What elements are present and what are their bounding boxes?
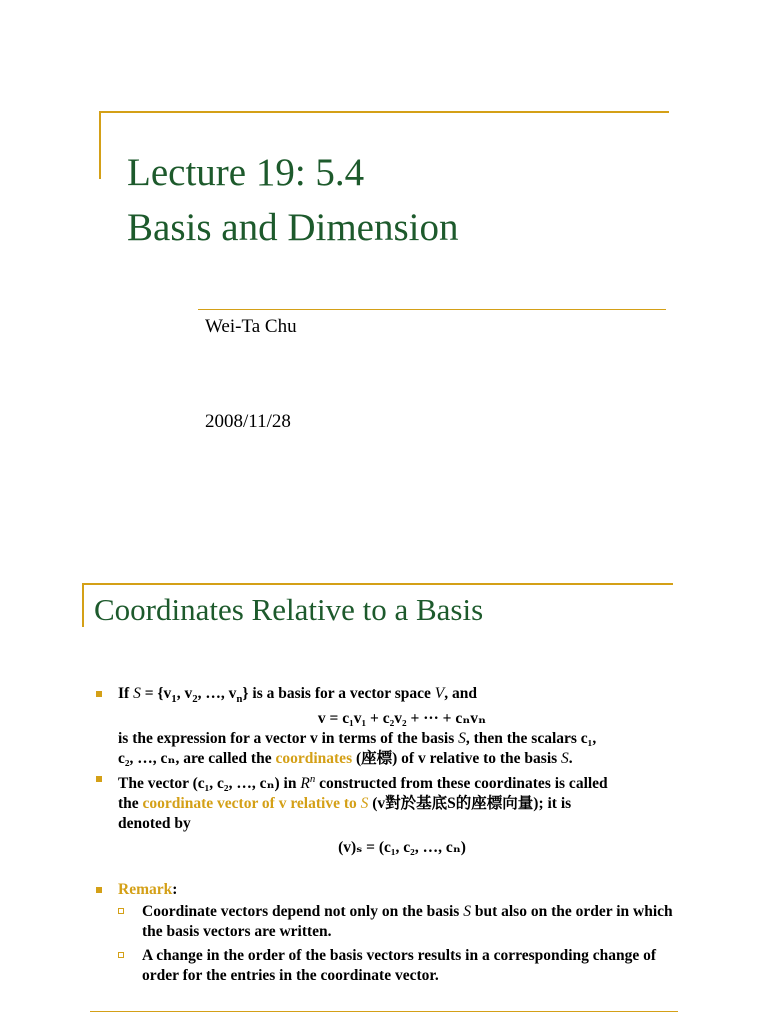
bottom-rule	[90, 1011, 678, 1012]
title-line-2: Basis and Dimension	[127, 206, 459, 249]
slide-title: Coordinates Relative to a Basis	[94, 592, 484, 627]
lecture-title	[127, 145, 458, 255]
square-bullet-icon	[96, 691, 102, 697]
hollow-square-bullet-icon	[118, 952, 124, 958]
bullet-1-line-4: c₂, …, cₙ, are called the coordinates (座標) of v relative to the basis S.	[118, 750, 573, 768]
left-bracket	[82, 583, 84, 627]
list-item: A change in the order of the basis vectors results in a corresponding change of order for the entries in the coordinate vector.	[118, 946, 686, 986]
square-bullet-icon	[96, 887, 102, 893]
author: Wei-Ta Chu	[205, 316, 297, 337]
bullet-2-line-1: The vector (c₁, c₂, …, cₙ) in $R^n$ constructed from these coordinates is called	[118, 773, 608, 793]
bullet-2-line-2: the coordinate vector of v relative to S (v對於基底S的座標向量); it is	[118, 795, 572, 813]
remark-heading: Remark:	[118, 881, 178, 899]
bullet-2-line-3: denoted by	[118, 815, 191, 833]
remark-label: Remark	[118, 881, 173, 899]
left-bracket	[99, 111, 101, 179]
bullet-1-line-1: If $S = \{v_1$, $v_2$, …, $v_n$} is a basis for a vector space V, and	[118, 685, 478, 706]
subtitle-rule	[198, 309, 666, 310]
list-item	[96, 880, 686, 986]
bullet-1-line-3: is the expression for a vector v in terms of the basis S, then the scalars c₁,	[118, 730, 597, 748]
date: 2008/11/28	[205, 411, 291, 432]
list-item	[96, 684, 686, 769]
hollow-square-bullet-icon	[118, 908, 124, 914]
equation-expansion: v = c₁v₁ + c₂v₂ + ··· + cₙvₙ	[317, 710, 487, 728]
top-rule	[82, 583, 673, 585]
coordinate-vector-term: coordinate vector of v relative to	[142, 795, 361, 813]
title-line-1: Lecture 19: 5.4	[127, 151, 365, 194]
list-item: Coordinate vectors depend not only on the basis S but also on the order in which the basis vectors are written.	[118, 902, 686, 942]
coordinates-term: coordinates	[275, 750, 353, 768]
square-bullet-icon	[96, 776, 102, 782]
top-rule	[99, 111, 669, 113]
remark-sublist	[118, 902, 686, 986]
list-item	[96, 769, 686, 858]
bullet-list	[96, 684, 686, 986]
equation-coordinate-vector: (v)ₛ = (c₁, c₂, …, cₙ)	[338, 839, 466, 857]
